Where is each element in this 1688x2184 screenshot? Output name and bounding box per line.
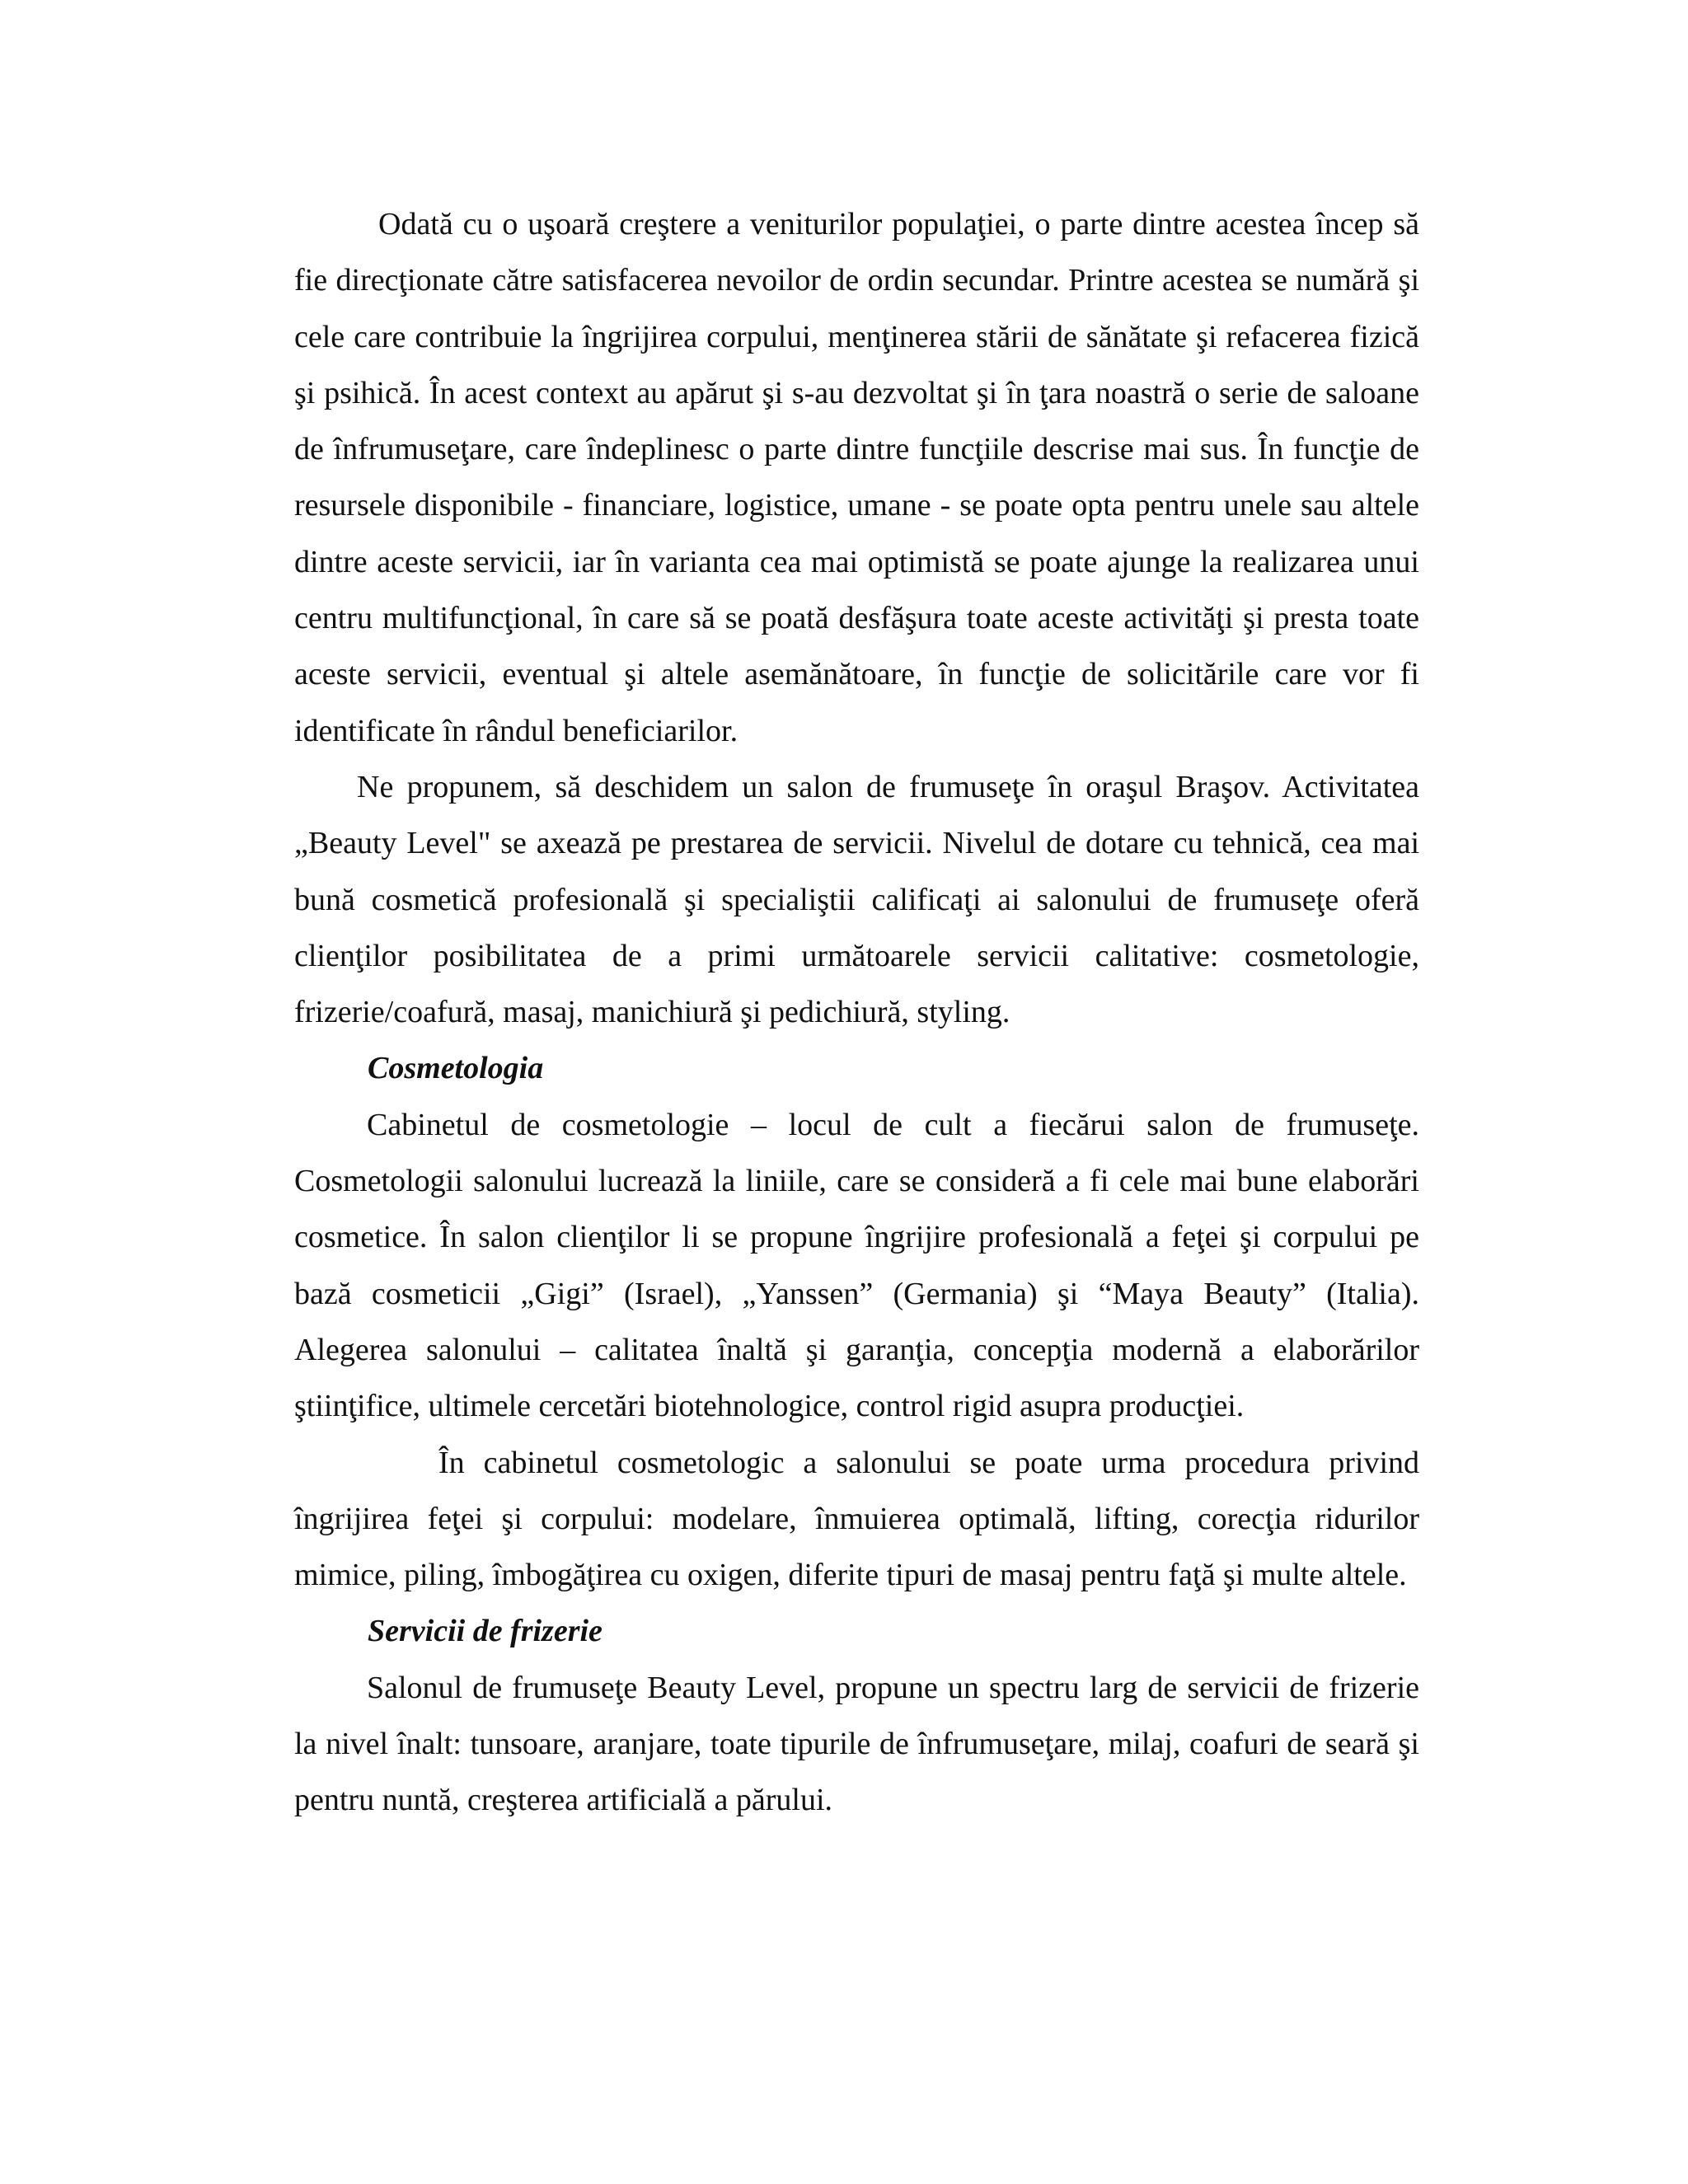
paragraph-salon-plan: Ne propunem, să deschidem un salon de frumuseţe în oraşul Braşov. Activitatea „Beauty Level" se axează pe prestarea de servicii. Nivelul de dotare cu tehnică, cea mai bună cosmetică profesională şi specialiştii calificaţi ai salonului de frumuseţe oferă clienţilor posibilitatea de a primi următoarele servicii calitative: cosmetologie, frizerie/coafură, masaj, manichiură şi pedichiură, styling.: [294, 769, 1419, 1030]
paragraph-hair-services: Salonul de frumuseţe Beauty Level, propune un spectru larg de servicii de frizerie la nivel înalt: tunsoare, aranjare, toate tipurile de înfrumuseţare, milaj, coafuri de seară şi pentru nuntă, creşterea artificială a părului.: [294, 1670, 1419, 1818]
section-heading-cosmetologia: Cosmetologia: [368, 1051, 544, 1086]
paragraph-cosmetology-procedures: În cabinetul cosmetologic a salonului se poate urma procedura privind îngrijirea feţei şi corpului: modelare, înmuierea optimală, lifting, corecţia ridurilor mimice, piling, îmbogăţirea cu oxigen, diferite tipuri de masaj pentru faţă şi multe altele.: [294, 1445, 1419, 1593]
paragraph-intro: Odată cu o uşoară creştere a veniturilor populaţiei, o parte dintre acestea încep să fie direcţionate către satisfacerea nevoilor de ordin secundar. Printre acestea se numără şi cele care contribuie la îngrijirea corpului, menţinerea stării de sănătate şi refacerea fizică şi psihică. În acest context au apărut şi s-au dezvoltat şi în ţara noastră o serie de saloane de înfrumuseţare, care îndeplinesc o parte dintre funcţiile descrise mai sus. În funcţie de resursele disponibile - financiare, logistice, umane - se poate opta pentru unele sau altele dintre aceste servicii, iar în varianta cea mai optimistă se poate ajunge la realizarea unui centru multifuncţional, în care să se poată desfăşura toate aceste activităţi şi presta toate aceste servicii, eventual şi altele asemănătoare, în funcţie de solicitările care vor fi identificate în rândul beneficiarilor.: [294, 207, 1419, 748]
document-page: [294, 196, 1419, 1829]
section-heading-servicii-frizerie: Servicii de frizerie: [368, 1614, 603, 1649]
paragraph-cosmetology-cabinet: Cabinetul de cosmetologie – locul de cult a fiecărui salon de frumuseţe. Cosmetologii salonului lucrează la liniile, care se consideră a fi cele mai bune elaborări cosmetice. În salon clienţilor li se propune îngrijire profesională a feţei şi corpului pe bază cosmeticii „Gigi” (Israel), „Yanssen” (Germania) şi “Maya Beauty” (Italia). Alegerea salonului – calitatea înaltă şi garanţia, concepţia modernă a elaborărilor ştiinţifice, ultimele cercetări biotehnologice, control rigid asupra producţiei.: [294, 1107, 1419, 1424]
